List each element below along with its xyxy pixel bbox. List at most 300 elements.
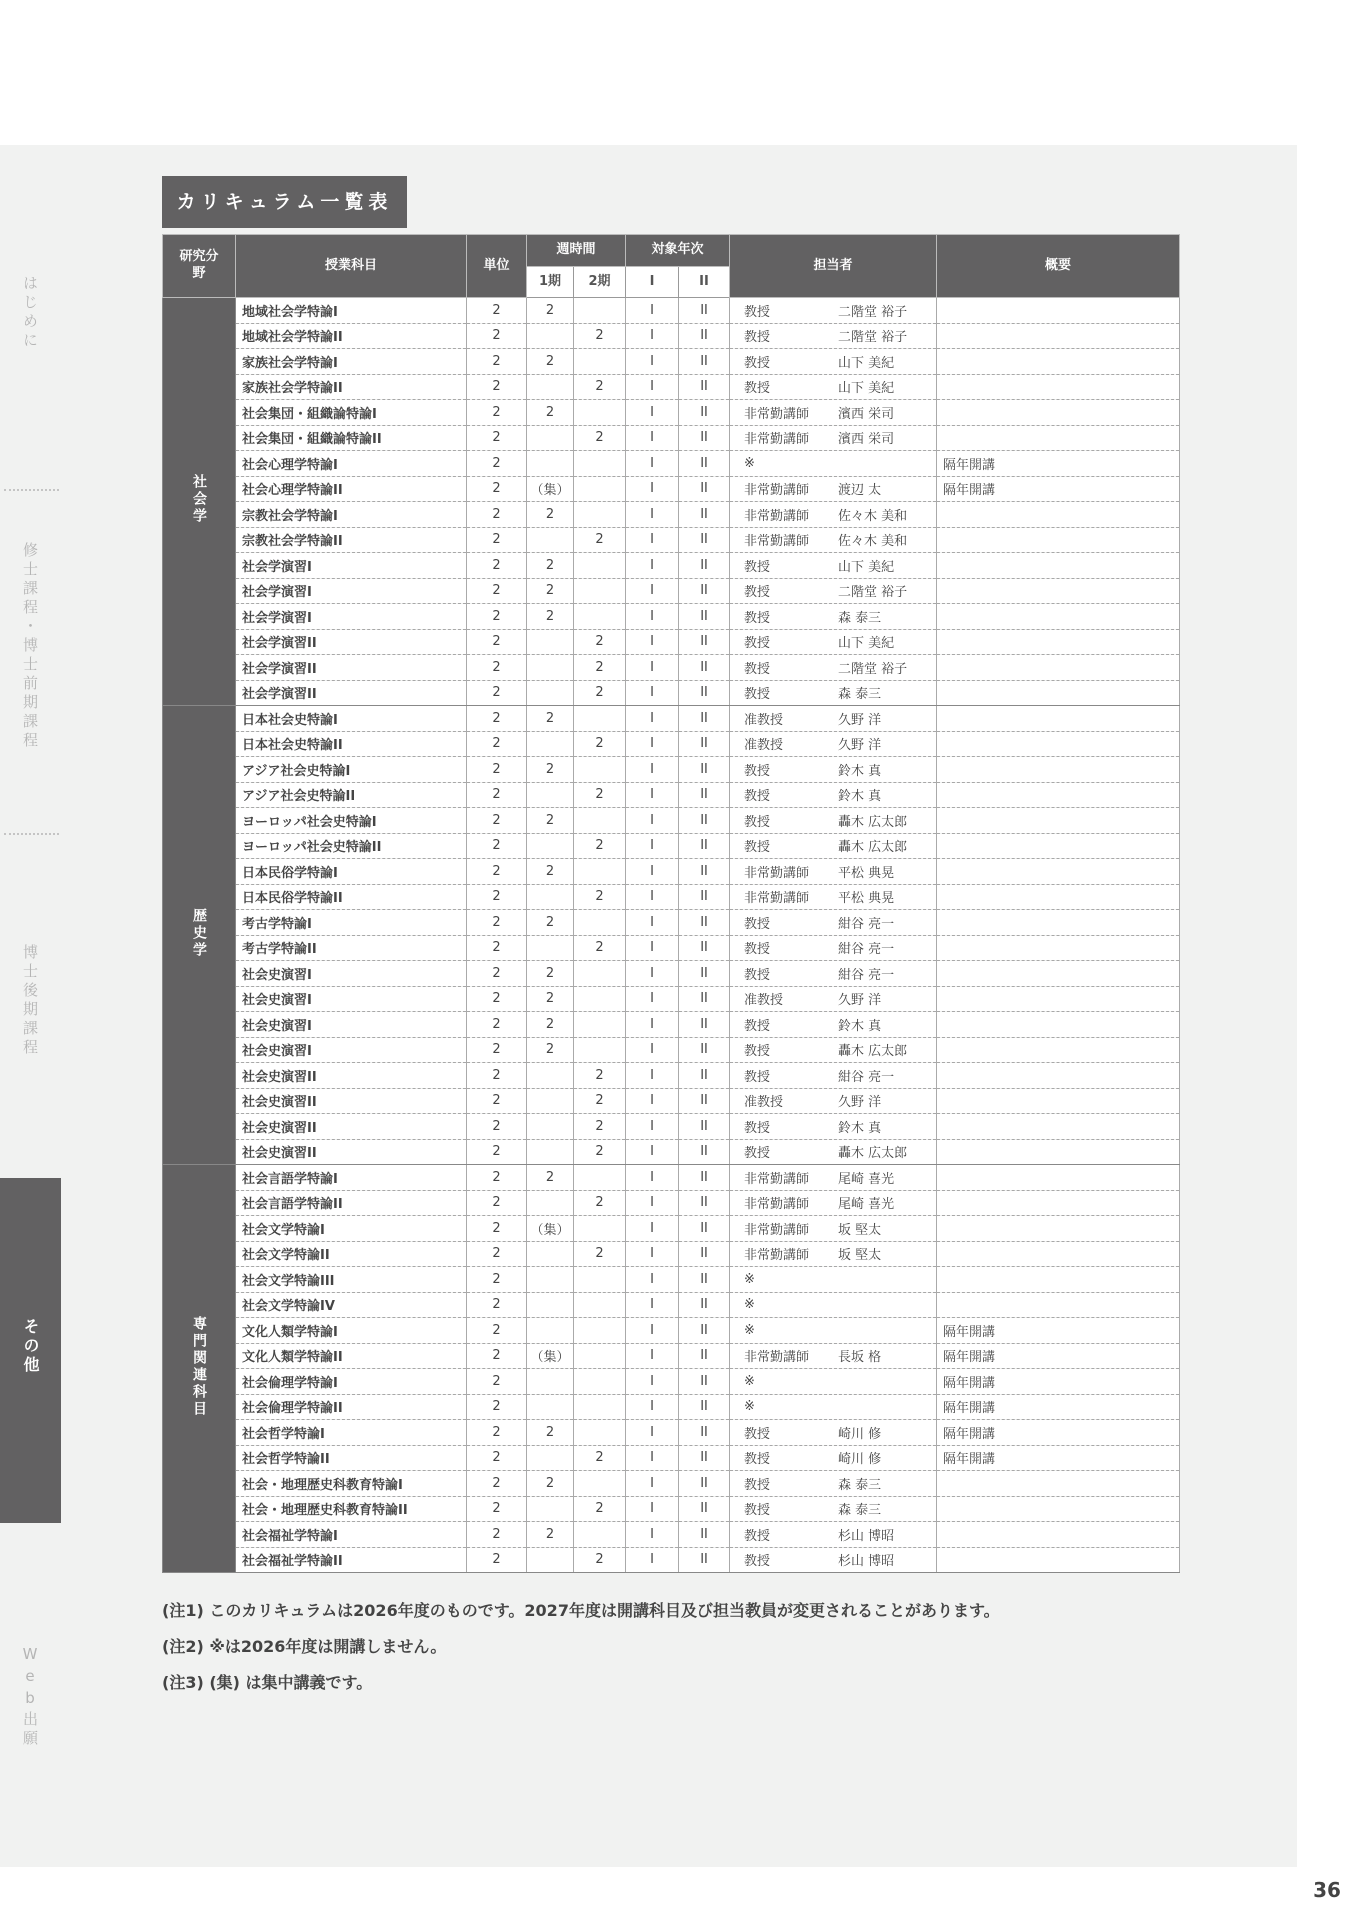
teacher-title: 非常勤講師 (744, 1248, 810, 1264)
year1-cell: I (626, 1114, 679, 1140)
subject-cell: 社会・地理歴史科教育特論II (236, 1496, 467, 1522)
subject-cell: 社会史演習I (236, 986, 467, 1012)
year2-cell: II (679, 1318, 730, 1344)
table-row (163, 757, 1180, 783)
table-row (163, 808, 1180, 834)
term2-cell (574, 1369, 626, 1395)
subject-cell: 社会史演習II (236, 1114, 467, 1140)
term1-cell: 2 (527, 553, 574, 579)
teacher-title: 教授 (744, 967, 771, 983)
credits-cell: 2 (467, 782, 527, 808)
teacher-name: 二階堂 裕子 (838, 661, 908, 677)
year1-cell: I (626, 1522, 679, 1548)
subject-cell: 社会集団・組織論特論II (236, 425, 467, 451)
year1-cell: I (626, 578, 679, 604)
teacher-name: 轟木 広太郎 (838, 840, 908, 856)
table-row (163, 884, 1180, 910)
teacher-title: 非常勤講師 (744, 534, 810, 550)
credits-cell: 2 (467, 1420, 527, 1446)
summary-cell: 隔年開講 (937, 1318, 1180, 1344)
teacher-name: 轟木 広太郎 (838, 1146, 908, 1162)
summary-cell (937, 680, 1180, 706)
subject-cell: 文化人類学特論II (236, 1343, 467, 1369)
teacher-title: ※ (744, 1322, 755, 1338)
credits-cell: 2 (467, 425, 527, 451)
term1-cell (527, 1267, 574, 1293)
teacher-cell (730, 1216, 937, 1242)
page-number: 36 (1313, 1878, 1341, 1902)
subject-cell: 社会史演習II (236, 1088, 467, 1114)
subject-cell: ヨーロッパ社会史特論I (236, 808, 467, 834)
term1-cell (527, 1139, 574, 1165)
credits-cell: 2 (467, 323, 527, 349)
year1-cell: I (626, 961, 679, 987)
teacher-cell (730, 1267, 937, 1293)
year2-cell: II (679, 1420, 730, 1446)
year1-cell: I (626, 476, 679, 502)
year2-cell: II (679, 578, 730, 604)
term1-cell (527, 1369, 574, 1395)
term1-cell: 2 (527, 1037, 574, 1063)
credits-cell: 2 (467, 1292, 527, 1318)
sidebar-item-web-application[interactable]: Web出願 (21, 1645, 39, 1749)
header-field: 研究分野 (163, 235, 236, 298)
teacher-cell (730, 1522, 937, 1548)
teacher-title: 准教授 (744, 712, 784, 728)
teacher-name: 佐々木 美和 (838, 534, 908, 550)
credits-cell: 2 (467, 604, 527, 630)
term2-cell: 2 (574, 680, 626, 706)
sidebar-item-other[interactable]: その他 (21, 1318, 40, 1375)
teacher-name: 二階堂 裕子 (838, 585, 908, 601)
credits-cell: 2 (467, 1394, 527, 1420)
term2-cell: 2 (574, 731, 626, 757)
summary-cell (937, 502, 1180, 528)
teacher-cell (730, 1420, 937, 1446)
teacher-name: 轟木 広太郎 (838, 814, 908, 830)
subject-cell: 日本社会史特論I (236, 706, 467, 732)
credits-cell: 2 (467, 731, 527, 757)
subject-cell: アジア社会史特論II (236, 782, 467, 808)
credits-cell: 2 (467, 1063, 527, 1089)
teacher-cell (730, 757, 937, 783)
credits-cell: 2 (467, 935, 527, 961)
subject-cell: 社会学演習II (236, 629, 467, 655)
summary-cell (937, 706, 1180, 732)
teacher-title: 教授 (744, 840, 771, 856)
term2-cell: 2 (574, 1547, 626, 1573)
page-title: カリキュラム一覧表 (162, 176, 407, 228)
year2-cell: II (679, 1088, 730, 1114)
year1-cell: I (626, 425, 679, 451)
teacher-cell (730, 1318, 937, 1344)
teacher-cell (730, 1139, 937, 1165)
credits-cell: 2 (467, 706, 527, 732)
teacher-title: 教授 (744, 559, 771, 575)
subject-cell: 社会文学特論III (236, 1267, 467, 1293)
subject-cell: ヨーロッパ社会史特論II (236, 833, 467, 859)
summary-cell: 隔年開講 (937, 476, 1180, 502)
teacher-title: ※ (744, 1373, 755, 1389)
year2-cell: II (679, 1190, 730, 1216)
term1-cell (527, 323, 574, 349)
summary-cell: 隔年開講 (937, 1445, 1180, 1471)
teacher-cell (730, 476, 937, 502)
term2-cell: 2 (574, 833, 626, 859)
teacher-name: 久野 洋 (838, 1095, 882, 1111)
credits-cell: 2 (467, 986, 527, 1012)
summary-cell (937, 859, 1180, 885)
year1-cell: I (626, 604, 679, 630)
summary-cell (937, 1114, 1180, 1140)
teacher-name: 紺谷 亮一 (838, 942, 895, 958)
year1-cell: I (626, 451, 679, 477)
summary-cell (937, 1063, 1180, 1089)
table-row (163, 1190, 1180, 1216)
credits-cell: 2 (467, 655, 527, 681)
year2-cell: II (679, 1547, 730, 1573)
subject-cell: 社会福祉学特論II (236, 1547, 467, 1573)
year2-cell: II (679, 323, 730, 349)
year2-cell: II (679, 1241, 730, 1267)
year2-cell: II (679, 553, 730, 579)
summary-cell (937, 655, 1180, 681)
teacher-name: 久野 洋 (838, 738, 882, 754)
teacher-cell (730, 629, 937, 655)
year2-cell: II (679, 1267, 730, 1293)
teacher-cell (730, 986, 937, 1012)
table-row (163, 629, 1180, 655)
teacher-name: 森 泰三 (838, 687, 882, 703)
term1-cell: 2 (527, 1420, 574, 1446)
teacher-cell (730, 1496, 937, 1522)
table-row (163, 731, 1180, 757)
table-row (163, 578, 1180, 604)
term1-cell: 2 (527, 1522, 574, 1548)
summary-cell (937, 1037, 1180, 1063)
term1-cell: 2 (527, 604, 574, 630)
subject-cell: 社会史演習I (236, 961, 467, 987)
teacher-name: 久野 洋 (838, 712, 882, 728)
year1-cell: I (626, 808, 679, 834)
year2-cell: II (679, 731, 730, 757)
teacher-cell (730, 1471, 937, 1497)
year2-cell: II (679, 655, 730, 681)
term2-cell (574, 578, 626, 604)
teacher-title: ※ (744, 1399, 755, 1415)
sidebar-item-masters[interactable]: 修士課程・博士前期課程 (21, 542, 39, 751)
year2-cell: II (679, 1114, 730, 1140)
sidebar-item-intro[interactable]: はじめに (21, 275, 39, 351)
year2-cell: II (679, 808, 730, 834)
header-target-year: 対象年次 (626, 235, 730, 267)
year1-cell: I (626, 1445, 679, 1471)
subject-cell: 日本民俗学特論II (236, 884, 467, 910)
table-row (163, 1088, 1180, 1114)
term2-cell (574, 961, 626, 987)
table-row (163, 833, 1180, 859)
year1-cell: I (626, 1190, 679, 1216)
teacher-cell (730, 1547, 937, 1573)
summary-cell (937, 986, 1180, 1012)
term2-cell: 2 (574, 782, 626, 808)
sidebar-item-doctoral[interactable]: 博士後期課程 (21, 944, 39, 1058)
term1-cell (527, 451, 574, 477)
teacher-name: 鈴木 真 (838, 789, 882, 805)
summary-cell (937, 400, 1180, 426)
credits-cell: 2 (467, 961, 527, 987)
subject-cell: 社会福祉学特論I (236, 1522, 467, 1548)
summary-cell (937, 961, 1180, 987)
summary-cell (937, 604, 1180, 630)
summary-cell (937, 374, 1180, 400)
subject-cell: 社会史演習I (236, 1012, 467, 1038)
subject-cell: 宗教社会学特論II (236, 527, 467, 553)
teacher-title: 教授 (744, 381, 771, 397)
teacher-name: 崎川 修 (838, 1452, 882, 1468)
summary-cell (937, 1216, 1180, 1242)
term1-cell: 2 (527, 961, 574, 987)
teacher-title: 教授 (744, 789, 771, 805)
teacher-name: 轟木 広太郎 (838, 1044, 908, 1060)
teacher-title: 非常勤講師 (744, 1197, 810, 1213)
term2-cell (574, 400, 626, 426)
credits-cell: 2 (467, 1369, 527, 1395)
teacher-name: 杉山 博昭 (838, 1554, 895, 1570)
subject-cell: 社会学演習I (236, 604, 467, 630)
summary-cell (937, 1292, 1180, 1318)
table-row (163, 1343, 1180, 1369)
year1-cell: I (626, 527, 679, 553)
subject-cell: 宗教社会学特論I (236, 502, 467, 528)
term1-cell (527, 782, 574, 808)
term1-cell (527, 935, 574, 961)
sidebar-divider (4, 489, 59, 491)
teacher-cell (730, 1088, 937, 1114)
subject-cell: 日本民俗学特論I (236, 859, 467, 885)
table-row (163, 1216, 1180, 1242)
credits-cell: 2 (467, 451, 527, 477)
year2-cell: II (679, 833, 730, 859)
table-row (163, 935, 1180, 961)
teacher-title: 教授 (744, 687, 771, 703)
term1-cell (527, 1063, 574, 1089)
table-row (163, 1063, 1180, 1089)
field-label: 社会学 (163, 298, 236, 706)
subject-cell: 社会言語学特論I (236, 1165, 467, 1191)
subject-cell: 社会学演習II (236, 680, 467, 706)
table-row (163, 1420, 1180, 1446)
header-teacher: 担当者 (730, 235, 937, 298)
teacher-cell (730, 833, 937, 859)
year2-cell: II (679, 782, 730, 808)
summary-cell (937, 731, 1180, 757)
summary-cell (937, 1012, 1180, 1038)
teacher-name: 紺谷 亮一 (838, 1069, 895, 1085)
year1-cell: I (626, 935, 679, 961)
subject-cell: 社会文学特論I (236, 1216, 467, 1242)
year2-cell: II (679, 400, 730, 426)
term1-cell (527, 629, 574, 655)
year1-cell: I (626, 1139, 679, 1165)
teacher-cell (730, 961, 937, 987)
table-row (163, 1037, 1180, 1063)
table-row (163, 1394, 1180, 1420)
term2-cell (574, 706, 626, 732)
year2-cell: II (679, 604, 730, 630)
term2-cell (574, 476, 626, 502)
term1-cell (527, 680, 574, 706)
term1-cell (527, 1445, 574, 1471)
year1-cell: I (626, 1318, 679, 1344)
term1-cell: 2 (527, 400, 574, 426)
teacher-name: 鈴木 真 (838, 763, 882, 779)
term2-cell: 2 (574, 884, 626, 910)
credits-cell: 2 (467, 1267, 527, 1293)
year1-cell: I (626, 910, 679, 936)
summary-cell (937, 323, 1180, 349)
year1-cell: I (626, 1037, 679, 1063)
credits-cell: 2 (467, 1343, 527, 1369)
teacher-title: 非常勤講師 (744, 1222, 810, 1238)
year1-cell: I (626, 349, 679, 375)
teacher-cell (730, 604, 937, 630)
subject-cell: 社会文学特論II (236, 1241, 467, 1267)
summary-cell: 隔年開講 (937, 1369, 1180, 1395)
year2-cell: II (679, 1394, 730, 1420)
teacher-cell (730, 1063, 937, 1089)
teacher-title: 教授 (744, 330, 771, 346)
year2-cell: II (679, 502, 730, 528)
year1-cell: I (626, 655, 679, 681)
term1-cell: 2 (527, 986, 574, 1012)
teacher-cell (730, 400, 937, 426)
year1-cell: I (626, 1241, 679, 1267)
year2-cell: II (679, 986, 730, 1012)
year1-cell: I (626, 884, 679, 910)
table-row (163, 425, 1180, 451)
term2-cell: 2 (574, 1088, 626, 1114)
teacher-name: 長坂 格 (838, 1350, 882, 1366)
table-row (163, 1012, 1180, 1038)
teacher-title: 教授 (744, 1044, 771, 1060)
subject-cell: 社会学演習II (236, 655, 467, 681)
credits-cell: 2 (467, 680, 527, 706)
year1-cell: I (626, 1343, 679, 1369)
year2-cell: II (679, 1165, 730, 1191)
year2-cell: II (679, 1216, 730, 1242)
teacher-title: 教授 (744, 1554, 771, 1570)
table-row (163, 1445, 1180, 1471)
term1-cell: （集） (527, 1216, 574, 1242)
summary-cell (937, 757, 1180, 783)
teacher-title: 教授 (744, 1069, 771, 1085)
year2-cell: II (679, 1522, 730, 1548)
note-3: (注3) (集) は集中講義です。 (162, 1673, 373, 1692)
credits-cell: 2 (467, 1241, 527, 1267)
credits-cell: 2 (467, 910, 527, 936)
credits-cell: 2 (467, 578, 527, 604)
term2-cell (574, 451, 626, 477)
term2-cell (574, 1471, 626, 1497)
term1-cell (527, 1241, 574, 1267)
term1-cell (527, 1547, 574, 1573)
teacher-name: 森 泰三 (838, 610, 882, 626)
teacher-cell (730, 553, 937, 579)
table-row (163, 961, 1180, 987)
teacher-cell (730, 935, 937, 961)
summary-cell (937, 808, 1180, 834)
teacher-name: 山下 美紀 (838, 381, 895, 397)
teacher-name: 坂 堅太 (838, 1222, 882, 1238)
table-row (163, 1292, 1180, 1318)
credits-cell: 2 (467, 1114, 527, 1140)
teacher-cell (730, 680, 937, 706)
year2-cell: II (679, 884, 730, 910)
term2-cell (574, 1420, 626, 1446)
term2-cell (574, 757, 626, 783)
year2-cell: II (679, 476, 730, 502)
credits-cell: 2 (467, 1139, 527, 1165)
teacher-cell (730, 859, 937, 885)
teacher-title: 准教授 (744, 1095, 784, 1111)
summary-cell (937, 833, 1180, 859)
credits-cell: 2 (467, 1088, 527, 1114)
term2-cell: 2 (574, 1241, 626, 1267)
term2-cell: 2 (574, 1114, 626, 1140)
year1-cell: I (626, 986, 679, 1012)
table-row (163, 655, 1180, 681)
teacher-cell (730, 298, 937, 324)
term1-cell: 2 (527, 757, 574, 783)
teacher-cell (730, 1190, 937, 1216)
teacher-cell (730, 425, 937, 451)
year2-cell: II (679, 757, 730, 783)
term1-cell: 2 (527, 808, 574, 834)
teacher-cell (730, 578, 937, 604)
teacher-cell (730, 374, 937, 400)
year1-cell: I (626, 323, 679, 349)
table-row (163, 1267, 1180, 1293)
credits-cell: 2 (467, 1190, 527, 1216)
table-row (163, 400, 1180, 426)
table-row (163, 1318, 1180, 1344)
teacher-title: 准教授 (744, 993, 784, 1009)
year1-cell: I (626, 680, 679, 706)
table-row (163, 527, 1180, 553)
header-credits: 単位 (467, 235, 527, 298)
subject-cell: 社会哲学特論I (236, 1420, 467, 1446)
credits-cell: 2 (467, 1037, 527, 1063)
teacher-title: ※ (744, 1297, 755, 1313)
year2-cell: II (679, 629, 730, 655)
subject-cell: 社会史演習II (236, 1139, 467, 1165)
teacher-name: 紺谷 亮一 (838, 967, 895, 983)
summary-cell (937, 553, 1180, 579)
summary-cell (937, 1471, 1180, 1497)
field-label: 歴史学 (163, 706, 236, 1165)
term1-cell (527, 425, 574, 451)
header-year-2: II (679, 267, 730, 298)
term1-cell (527, 1318, 574, 1344)
term2-cell (574, 298, 626, 324)
term2-cell (574, 553, 626, 579)
term2-cell (574, 1292, 626, 1318)
table-row (163, 986, 1180, 1012)
teacher-cell (730, 1394, 937, 1420)
teacher-title: 教授 (744, 1146, 771, 1162)
teacher-name: 坂 堅太 (838, 1248, 882, 1264)
